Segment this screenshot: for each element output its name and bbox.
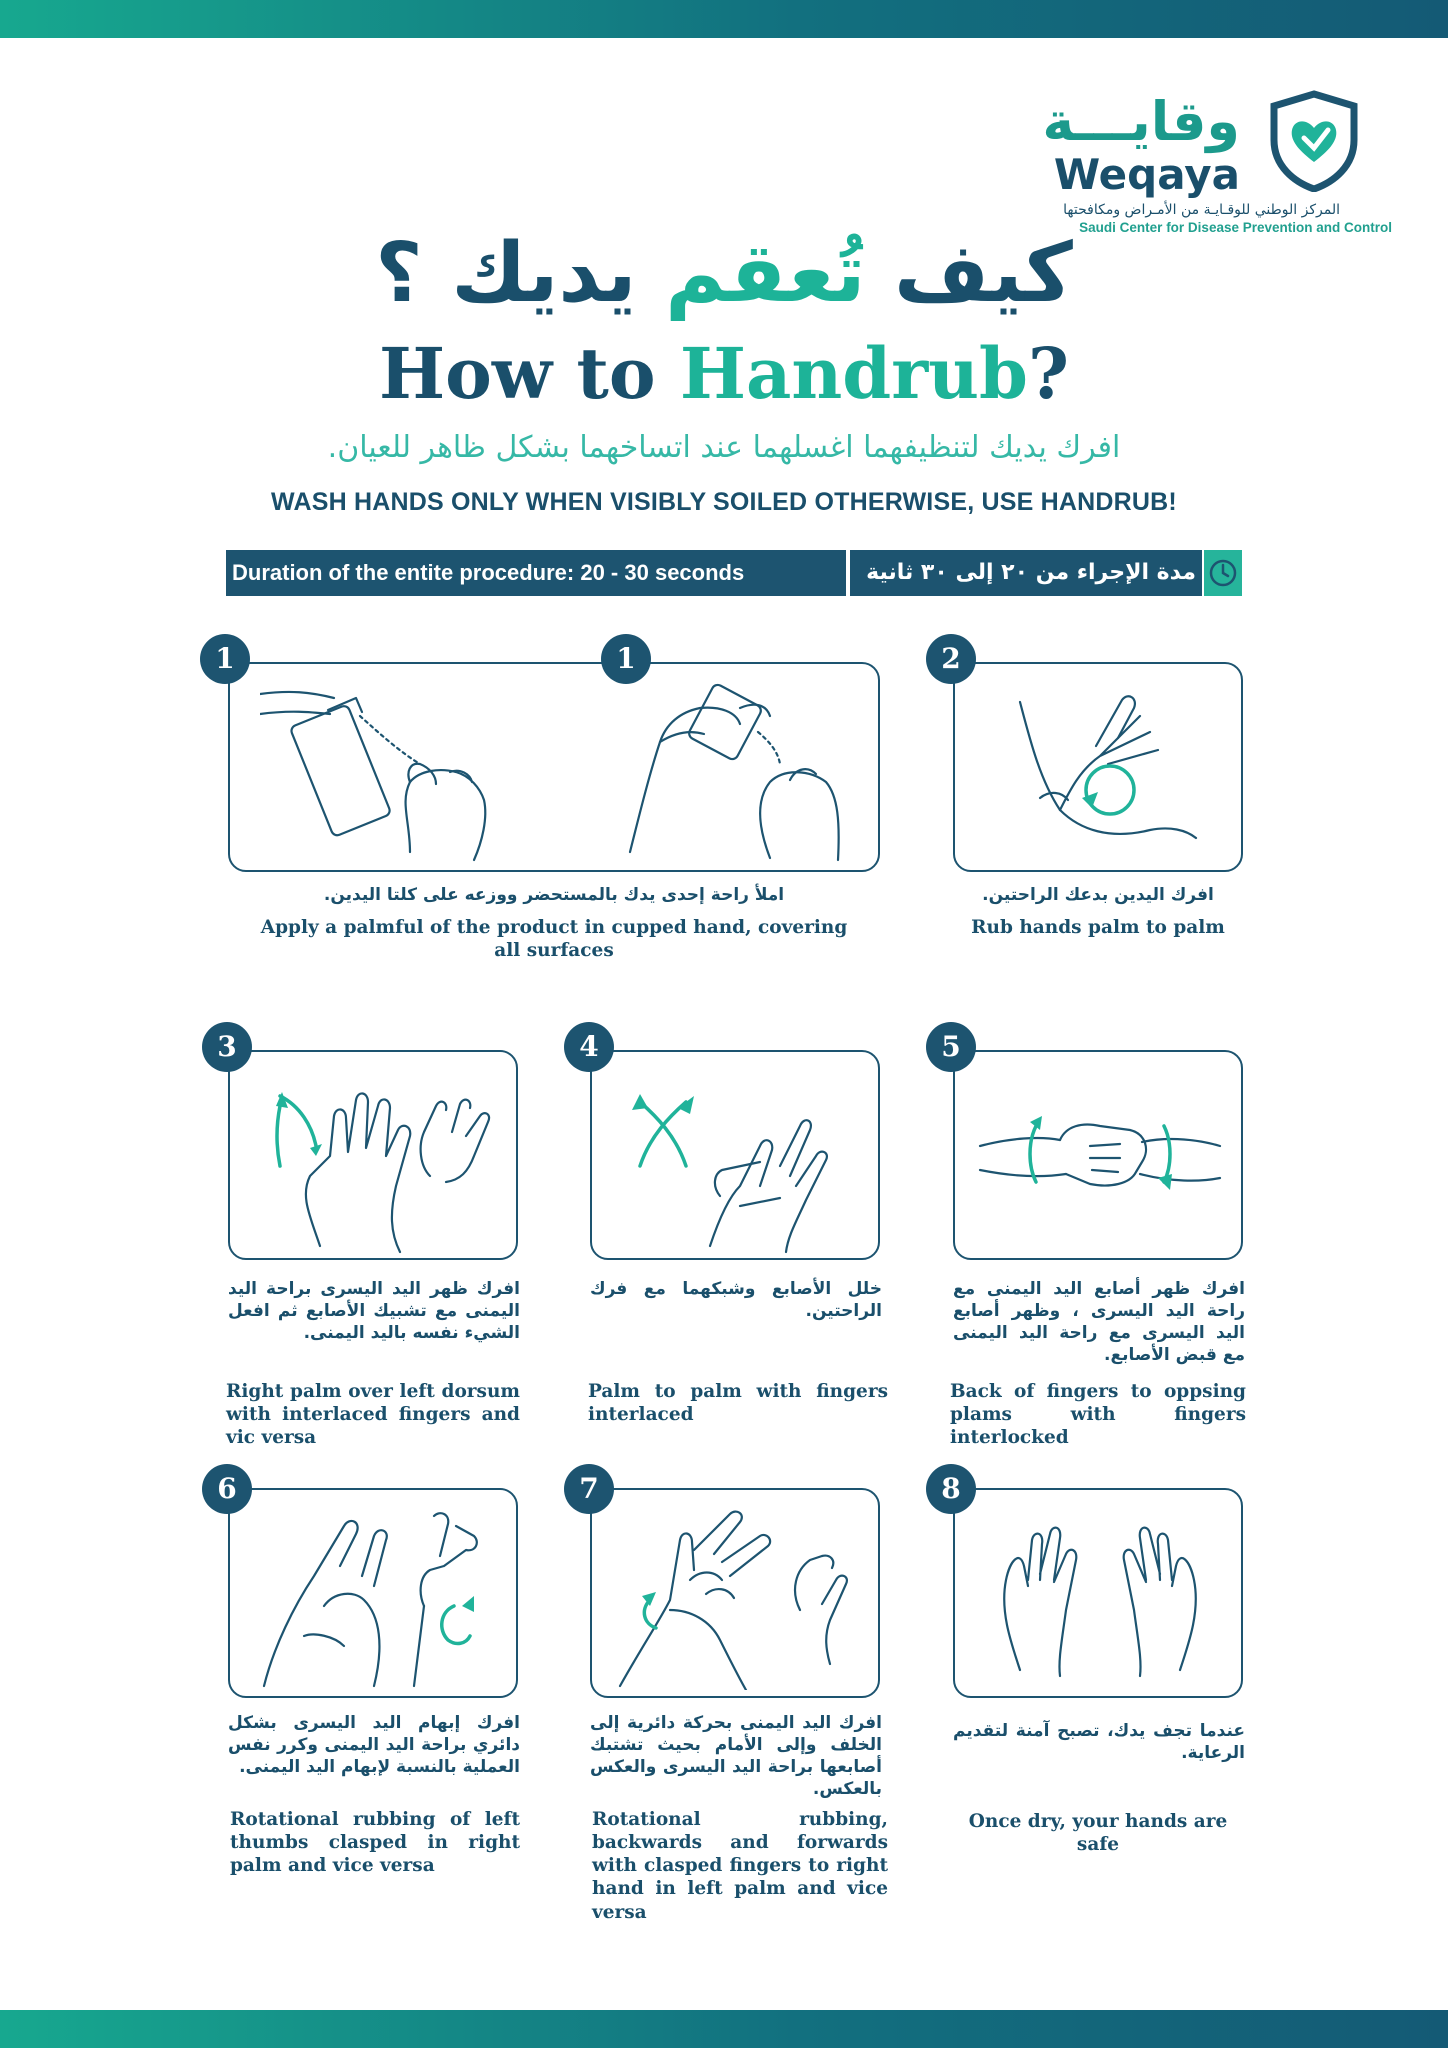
duration-arabic: مدة الإجراء من ٢٠ إلى ٣٠ ثانية xyxy=(850,550,1202,596)
step-8-badge: 8 xyxy=(926,1464,976,1514)
shield-heart-icon xyxy=(1268,90,1360,192)
title-arabic: كيف تُعقم يديك ؟ xyxy=(375,226,1073,321)
logo-subtitle-en: Saudi Center for Disease Prevention and Control xyxy=(1079,220,1392,235)
dispenser-hand-illustration xyxy=(260,672,500,862)
step-1b-badge: 1 xyxy=(601,634,651,684)
title-english: How to Handrub? xyxy=(379,332,1069,415)
step-7-badge: 7 xyxy=(564,1464,614,1514)
step-4-caption-ar: خلل الأصابع وشبكهما مع فرك الراحتين. xyxy=(590,1279,882,1322)
palm-to-palm-illustration xyxy=(1000,680,1200,860)
subtitle-arabic: افرك يديك لتنظيفهما اغسلهما عند اتساخهما بشكل ظاهر للعيان. xyxy=(327,430,1121,465)
step-6-caption-ar: افرك إبهام اليد اليسرى بشكل دائري براحة اليد اليمنى وكرر نفس العملية بالنسبة لإبهام اليد اليمنى. xyxy=(228,1713,520,1778)
top-band xyxy=(0,0,1448,38)
step-7-caption-en: Rotational rubbing, backwards and forwards with clasped fingers to right hand in left palm and vice versa xyxy=(592,1809,888,1923)
step-6-caption-en: Rotational rubbing of left thumbs clasped in right palm and vice versa xyxy=(230,1809,520,1877)
logo-name-ar: وقايـــة xyxy=(1042,90,1240,153)
back-of-fingers-illustration xyxy=(970,1086,1230,1236)
bottle-hands-illustration xyxy=(620,672,860,862)
step-4-badge: 4 xyxy=(564,1022,614,1072)
dry-hands-illustration xyxy=(980,1510,1220,1680)
step-8-caption-ar: عندما تجف يدك، تصبح آمنة لتقديم الرعاية. xyxy=(953,1721,1245,1764)
step-8-caption-en: Once dry, your hands are safe xyxy=(968,1811,1228,1856)
fingers-interlaced-illustration xyxy=(610,1066,870,1256)
fingertips-rotation-illustration xyxy=(610,1500,870,1690)
palm-over-dorsum-illustration xyxy=(240,1056,510,1256)
step-5-badge: 5 xyxy=(926,1022,976,1072)
step-7-caption-ar: افرك اليد اليمنى بحركة دائرية إلى الخلف وإلى الأمام بحيث تشتبك أصابعها براحة اليد اليسرى والعكس بالعكس. xyxy=(590,1713,882,1800)
step-6-badge: 6 xyxy=(202,1464,252,1514)
step-3-caption-en: Right palm over left dorsum with interlaced fingers and vic versa xyxy=(226,1381,520,1449)
step-4-caption-en: Palm to palm with fingers interlaced xyxy=(588,1381,888,1426)
step-1-badge: 1 xyxy=(200,634,250,684)
duration-bar xyxy=(226,550,1242,596)
duration-english: Duration of the entite procedure: 20 - 30 seconds xyxy=(226,550,846,596)
subtitle-english: WASH HANDS ONLY WHEN VISIBLY SOILED OTHERWISE, USE HANDRUB! xyxy=(271,488,1177,516)
step-1-caption-ar: املأ راحة إحدى يدك بالمستحضر ووزعه على كلتا اليدين. xyxy=(323,885,785,905)
clock-icon xyxy=(1204,550,1242,596)
step-3-badge: 3 xyxy=(202,1022,252,1072)
thumb-rotation-illustration xyxy=(244,1496,504,1692)
step-1-caption-en: Apply a palmful of the product in cupped hand, covering all surfaces xyxy=(260,917,848,962)
step-5-caption-ar: افرك ظهر أصابع اليد اليمنى مع راحة اليد اليسرى ، وظهر أصابع اليد اليسرى مع راحة اليد اليمنى مع قبض الأصابع. xyxy=(953,1279,1245,1366)
step-2-caption-en: Rub hands palm to palm xyxy=(971,917,1225,938)
step-2-badge: 2 xyxy=(926,634,976,684)
step-2-caption-ar: افرك اليدين بدعك الراحتين. xyxy=(982,885,1214,905)
logo-subtitle-ar: المركز الوطني للوقـايـة من الأمـراض ومكافحتها xyxy=(1063,202,1340,218)
step-3-caption-ar: افرك ظهر اليد اليسرى براحة اليد اليمنى مع تشبيك الأصابع ثم افعل الشيء نفسه باليد اليمنى. xyxy=(228,1279,520,1344)
logo-name-en: Weqaya xyxy=(1053,150,1240,199)
bottom-band xyxy=(0,2010,1448,2048)
step-5-caption-en: Back of fingers to oppsing plams with fingers interlocked xyxy=(950,1381,1246,1449)
